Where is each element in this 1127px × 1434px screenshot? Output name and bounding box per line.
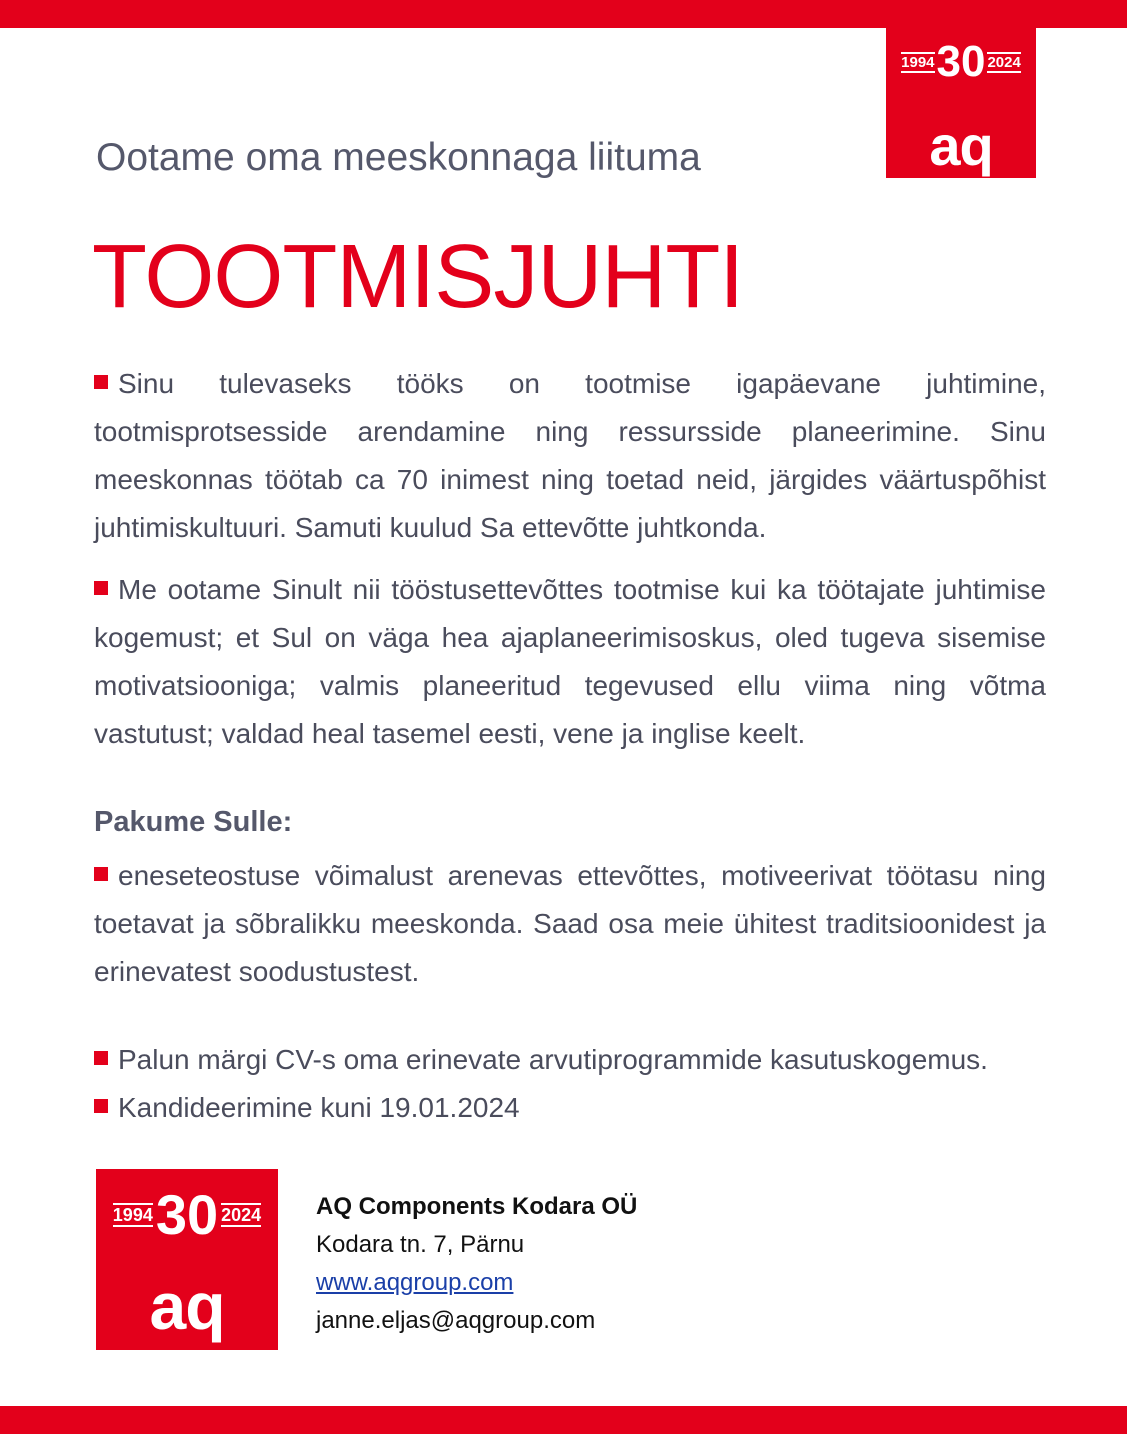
year-start: 1994 (112, 1205, 153, 1225)
offer-heading: Pakume Sulle: (94, 806, 293, 838)
bullet-square-icon (94, 867, 108, 881)
contact-email: janne.eljas@aqgroup.com (316, 1307, 596, 1334)
year-end: 2024 (221, 1205, 262, 1225)
bullet-square-icon (94, 375, 108, 389)
note-cv: Palun märgi CV-s oma erinevate arvutiprogrammide kasutuskogemus. (94, 1044, 988, 1076)
bottom-red-bar (0, 1406, 1127, 1434)
lead-text: Ootame oma meeskonnaga liituma (96, 136, 701, 179)
top-red-bar (0, 0, 1127, 28)
anniversary-number: 30 (155, 1183, 219, 1246)
note-deadline: Kandideerimine kuni 19.01.2024 (94, 1092, 520, 1124)
bullet-square-icon (94, 581, 108, 595)
anniversary-years (886, 37, 1036, 86)
paragraph-requirements: Me ootame Sinult nii tööstusettevõttes tootmise kui ka töötajate juhtimise kogemust; et Sul on väga hea ajaplaneerimisoskus, oled tugeva sisemise motivatsiooniga; valmis planeeritud tegevused ellu viima ning võtma vastutust; valdad heal tasemel eesti, vene ja inglise keelt. (94, 574, 1046, 749)
paragraph-offer: eneseteostuse võimalust arenevas ettevõttes, motiveerivat töötasu ning toetavat ja sõbralikku meeskonda. Saad osa meie ühitest traditsioonidest ja erinevatest soodustustest. (94, 860, 1046, 987)
job-title: TOOTMISJUHTI (92, 227, 744, 327)
aq-anniversary-logo-top (886, 28, 1036, 178)
contact-block (316, 1188, 637, 1340)
aq-brand-mark: aq (149, 1269, 225, 1343)
paragraph-responsibilities: Sinu tulevaseks tööks on tootmise igapäevane juhtimine, tootmisprotsesside arendamine ning ressursside planeerimine. Sinu meeskonnas töötab ca 70 inimest ning toetad neid, järgides väärtuspõhist juhtimiskultuuri. Samuti kuulud Sa ettevõtte juhtkonda. (94, 368, 1046, 543)
year-end: 2024 (987, 53, 1021, 71)
anniversary-years (96, 1183, 278, 1246)
aq-brand-mark: aq (929, 114, 993, 177)
year-start: 1994 (901, 53, 935, 71)
bullet-square-icon (94, 1051, 108, 1065)
company-address: Kodara tn. 7, Pärnu (316, 1231, 525, 1258)
aq-anniversary-logo-bottom (96, 1169, 278, 1350)
company-name: AQ Components Kodara OÜ (316, 1193, 638, 1220)
anniversary-number: 30 (936, 37, 986, 86)
website-link[interactable]: www.aqgroup.com (316, 1269, 514, 1296)
bullet-square-icon (94, 1099, 108, 1113)
